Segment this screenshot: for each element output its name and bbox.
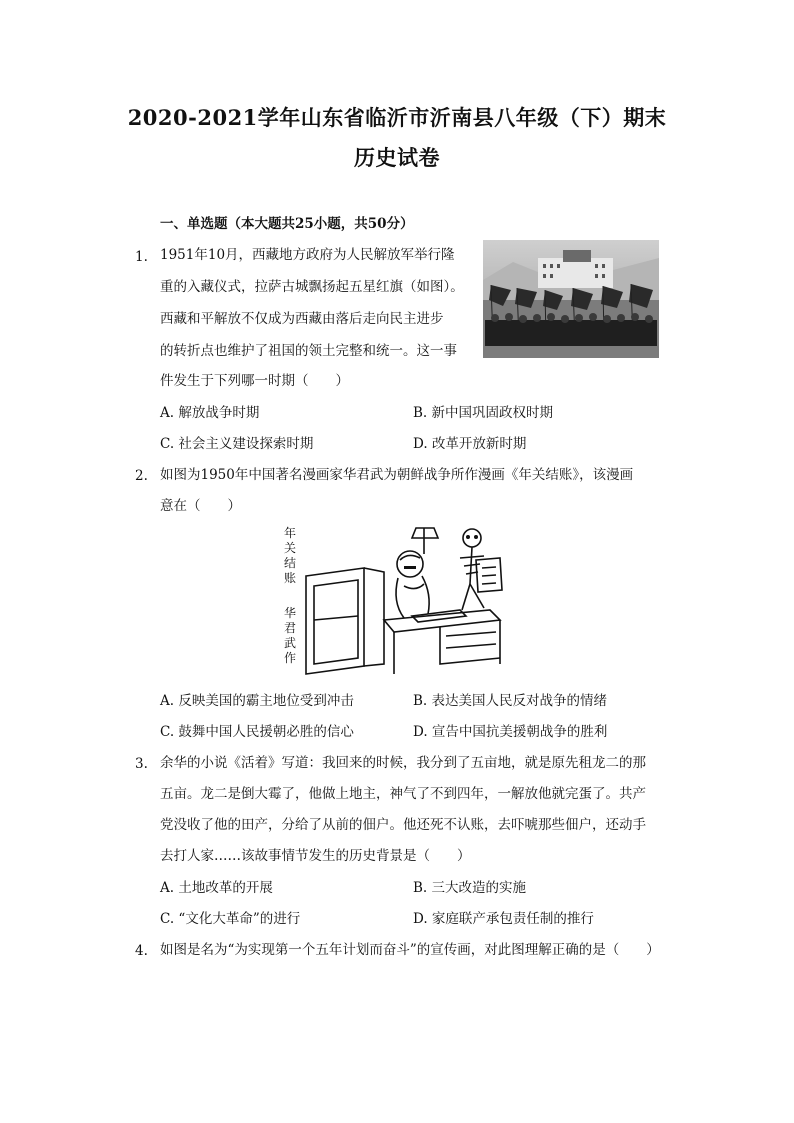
cartoon-text: 年 <box>283 526 296 540</box>
cartoon-year-end-accounts <box>278 524 518 680</box>
exam-title-line1: 2020-2021学年山东省临沂市沂南县八年级（下）期末 <box>127 105 667 130</box>
question-4-number: 4. <box>135 943 148 959</box>
question-1-line: 重的入藏仪式，拉萨古城飘扬起五星红旗（如图）。 <box>160 279 464 295</box>
question-2-number: 2. <box>135 468 148 484</box>
cartoon-text: 关 <box>283 541 296 555</box>
exam-title-line2: 历史试卷 <box>354 145 440 170</box>
option-a: A. 土地改革的开展 <box>160 880 273 896</box>
section-heading: 一、单选题（本大题共25小题，共50分） <box>160 216 414 232</box>
option-c: C. 鼓舞中国人民援朝必胜的信心 <box>160 724 354 740</box>
question-1-line: 1951年10月，西藏地方政府为人民解放军举行隆 <box>160 247 455 263</box>
question-1-line: 件发生于下列哪一时期（ ） <box>160 373 349 389</box>
option-b: B. 表达美国人民反对战争的情绪 <box>413 693 608 709</box>
question-3-line: 余华的小说《活着》写道：我回来的时候，我分到了五亩地，就是原先租龙二的那 <box>160 755 646 771</box>
option-c: C. 社会主义建设探索时期 <box>160 436 314 452</box>
tibet-ceremony-photo <box>483 240 659 358</box>
option-b: B. 三大改造的实施 <box>413 880 527 896</box>
option-b: B. 新中国巩固政权时期 <box>413 405 554 421</box>
question-1-line: 西藏和平解放不仅成为西藏由落后走向民主进步 <box>160 311 444 327</box>
question-3-line: 去打人家……该故事情节发生的历史背景是（ ） <box>160 848 471 864</box>
cartoon-text: 作 <box>283 651 296 665</box>
cartoon-text: 华 <box>283 606 296 620</box>
question-2-line: 如图为1950年中国著名漫画家华君武为朝鲜战争所作漫画《年关结账》，该漫画 <box>160 467 634 483</box>
question-1-number: 1. <box>135 249 148 265</box>
cartoon-text: 结 <box>283 556 296 570</box>
option-a: A. 反映美国的霸主地位受到冲击 <box>160 693 354 709</box>
question-3-number: 3. <box>135 756 148 772</box>
cartoon-text: 账 <box>283 571 296 585</box>
cartoon-text: 君 <box>283 621 296 635</box>
question-3-line: 五亩。龙二是倒大霉了，他做上地主，神气了不到四年，一解放他就完蛋了。共产 <box>160 786 646 802</box>
question-4-line: 如图是名为“为实现第一个五年计划而奋斗”的宣传画，对此图理解正确的是（ ） <box>160 942 660 958</box>
option-c: C. “文化大革命”的进行 <box>160 911 301 927</box>
option-d: D. 家庭联产承包责任制的推行 <box>413 911 594 927</box>
option-d: D. 改革开放新时期 <box>413 436 527 452</box>
question-2-line: 意在（ ） <box>160 498 241 514</box>
option-a: A. 解放战争时期 <box>160 405 260 421</box>
option-d: D. 宣告中国抗美援朝战争的胜利 <box>413 724 608 740</box>
question-3-line: 党没收了他的田产，分给了从前的佃户。他还死不认账，去吓唬那些佃户，还动手 <box>160 817 646 833</box>
cartoon-drawing <box>300 524 518 680</box>
question-1-line: 的转折点也维护了祖国的领土完整和统一。这一事 <box>160 343 457 359</box>
cartoon-text: 武 <box>283 636 296 650</box>
